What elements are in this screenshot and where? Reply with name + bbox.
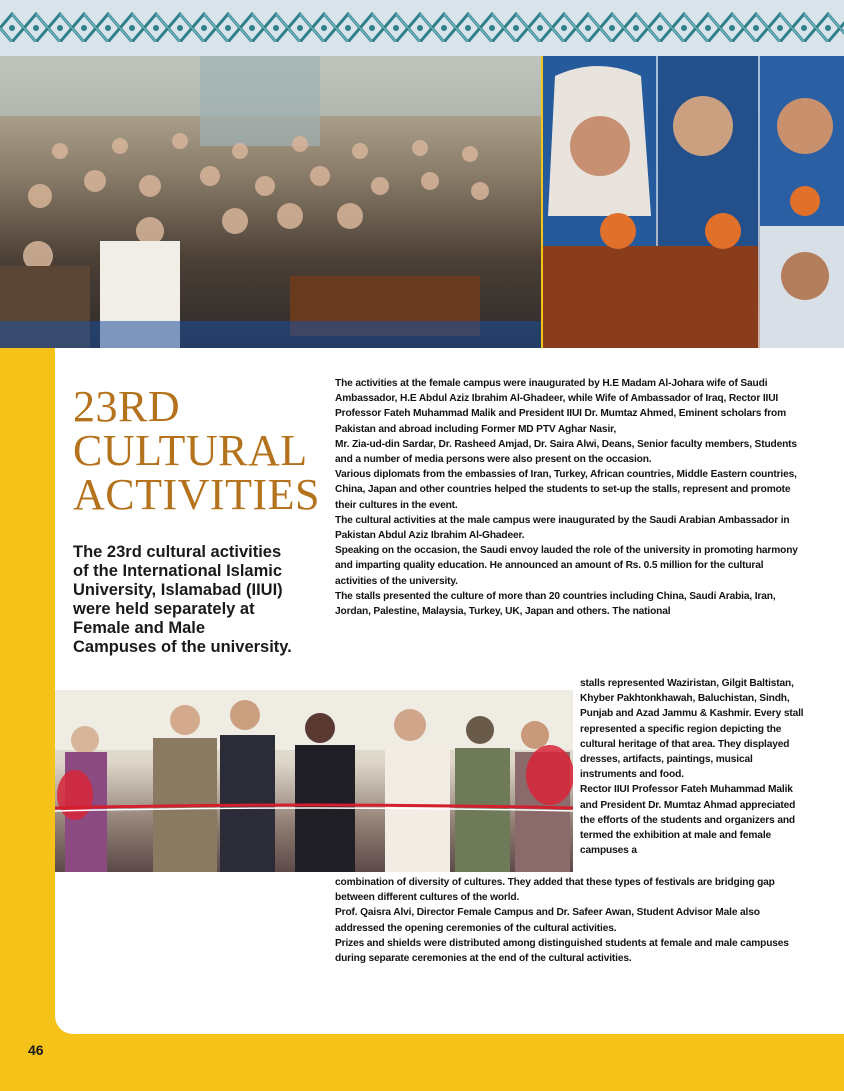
page-title — [73, 382, 320, 519]
article-paragraph: The cultural activities at the male campus were inaugurated by the Saudi Arabian Ambassador in Pakistan Abdul Aziz Ibrahim Al-Ghadeer. — [335, 514, 790, 542]
article-paragraph: Mr. Zia-ud-din Sardar, Dr. Rasheed Amjad, Dr. Saira Alwi, Deans, Senior faculty members, Students and a number of media persons were also present on the occasion. — [335, 438, 797, 466]
article-paragraph: Prof. Qaisra Alvi, Director Female Campus and Dr. Safeer Awan, Student Advisor Male also addressed the opening ceremonies of the cultural activities. — [335, 907, 760, 934]
speakers-photo — [543, 56, 844, 348]
intro-paragraph: The 23rd cultural activities of the International Islamic University, Islamabad (IIUI) were held separately at Female and Male Campuses of the university. — [73, 543, 292, 656]
article-paragraph: Prizes and shields were distributed among distinguished students at female and male campuses during separate ceremonies at the end of the cultural activities. — [335, 937, 789, 965]
article-paragraph: stalls represented Waziristan, Gilgit Baltistan, Khyber Pakhtonkhawah, Baluchistan, Sindh, Punjab and Azad Jammu & Kashmir. Every stall represented a specific region depicting the cultural heritage of that area. They displayed dresses, artifacts, paintings, musical instruments and food. — [580, 678, 804, 781]
article-bottom-column — [335, 875, 805, 966]
article-paragraph: The stalls presented the culture of more than 20 countries including China, Saudi Arabia, Iran, Jordan, Palestine, Malaysia, Turkey, UK, Japan and others. The national — [335, 590, 776, 618]
lattice-pattern — [0, 8, 844, 48]
article-paragraph: combination of diversity of cultures. They added that these types of festivals are bridging gap between different cultures of the world. — [335, 877, 775, 904]
article-side-column — [580, 676, 805, 858]
article-paragraph: Rector IIUI Professor Fateh Muhammad Malik and President Dr. Mumtaz Ahmad appreciated the efforts of the students and organizers and termed the exhibition at male and female campuses a — [580, 784, 796, 857]
article-paragraph: The activities at the female campus were inaugurated by H.E Madam Al-Johara wife of Saudi Ambassador, H.E Abdul Aziz Ibrahim Al-Ghadeer, while Wife of Ambassador of Iraq, Rector IIUI Professor Fateh Muhammad Malik and President IIUI Dr. Mumtaz Ahmed, Eminent scholars from Pakistan and abroad including Former MD PTV Aghar Nasir, — [335, 378, 787, 435]
article-paragraph: Various diplomats from the embassies of Iran, Turkey, African countries, Middle Eastern countries, China, Japan and other countries helped the students to set-up the stalls, represent and promote their cultures in the event. — [335, 469, 797, 511]
page-number: 46 — [28, 1042, 44, 1058]
ribbon-cutting-photo — [55, 690, 573, 872]
article-main-column — [335, 376, 805, 619]
audience-photo — [0, 56, 541, 348]
article-paragraph: Speaking on the occasion, the Saudi envoy lauded the role of the university in promoting harmony and imparting quality education. He announced an amount of Rs. 0.5 million for the cultural activities of the university. — [335, 545, 798, 587]
title-line-3: ACTIVITIES — [73, 470, 320, 519]
title-line-2: CULTURAL — [73, 426, 308, 475]
title-line-1: 23RD — [73, 382, 181, 431]
decorative-header-band — [0, 0, 844, 56]
